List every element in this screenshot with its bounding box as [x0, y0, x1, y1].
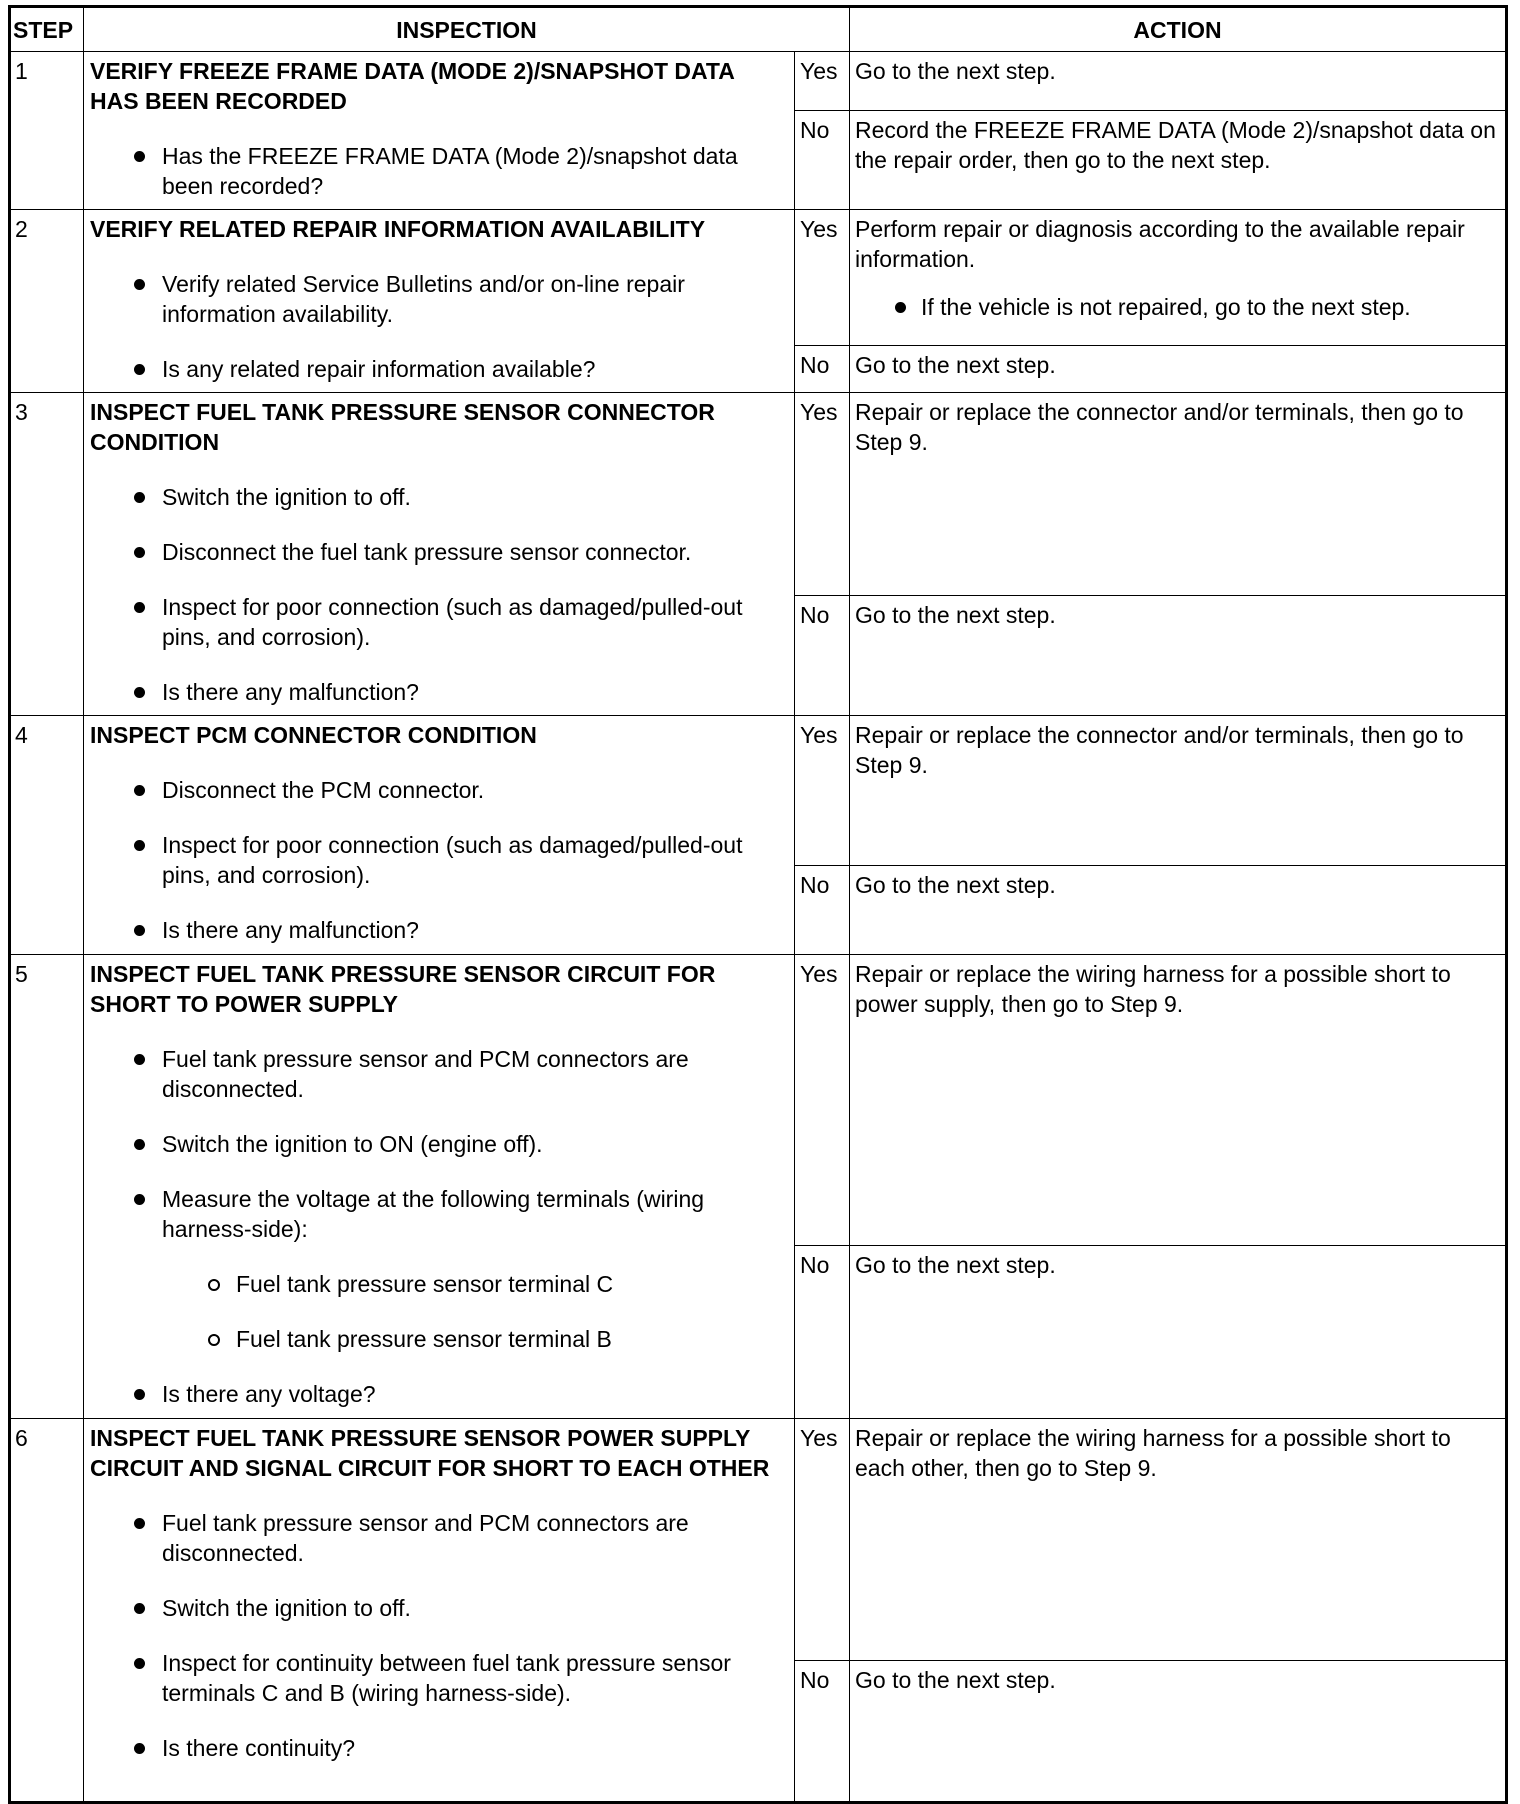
step-number: 4 [11, 716, 84, 954]
step-number: 1 [11, 52, 84, 209]
inspection-cell [84, 1419, 795, 1801]
bullet-item: Inspect for poor connection (such as damaged/pulled-out pins, and corrosion). [90, 592, 786, 652]
inspection-cell [84, 210, 795, 392]
step-row [11, 52, 1505, 210]
yes-action-bullet: If the vehicle is not repaired, go to the next step. [855, 292, 1499, 322]
step-number: 2 [11, 210, 84, 392]
yes-action [850, 393, 1505, 595]
step-row [11, 210, 1505, 393]
no-label: No [795, 866, 850, 954]
sub-bullet-item: Fuel tank pressure sensor terminal B [90, 1324, 786, 1354]
step-title: VERIFY RELATED REPAIR INFORMATION AVAILABILITY [90, 216, 706, 242]
yes-label: Yes [795, 52, 850, 110]
no-row [795, 1246, 1505, 1418]
result-column [795, 52, 1505, 209]
bullet-item: Inspect for poor connection (such as damaged/pulled-out pins, and corrosion). [90, 830, 786, 890]
no-row [795, 1661, 1505, 1801]
yes-row [795, 210, 1505, 346]
result-column [795, 1419, 1505, 1801]
sub-bullet-item: Fuel tank pressure sensor terminal C [90, 1269, 786, 1299]
step-number: 3 [11, 393, 84, 715]
yes-action-text: Repair or replace the wiring harness for a possible short to power supply, then go to Step 9. [855, 961, 1451, 1017]
inspection-cell [84, 393, 795, 715]
yes-action [850, 210, 1505, 345]
bullet-item: Has the FREEZE FRAME DATA (Mode 2)/snapshot data been recorded? [90, 141, 786, 201]
no-action: Go to the next step. [855, 872, 1056, 899]
bullet-item: Fuel tank pressure sensor and PCM connectors are disconnected. [90, 1044, 786, 1104]
step-row [11, 1419, 1505, 1801]
no-label: No [795, 111, 850, 209]
no-row [795, 111, 1505, 209]
inspection-cell [84, 716, 795, 954]
yes-action [850, 52, 1505, 110]
step-number: 6 [11, 1419, 84, 1801]
bullet-item: Measure the voltage at the following terminals (wiring harness-side): [90, 1184, 786, 1244]
inspection-cell [84, 955, 795, 1418]
bullet-item: Switch the ignition to ON (engine off). [90, 1129, 786, 1159]
bullet-item: Verify related Service Bulletins and/or on-line repair information availability. [90, 269, 786, 329]
bullet-item: Is there any voltage? [90, 1379, 786, 1409]
yes-label: Yes [795, 716, 850, 865]
bullet-item: Is there continuity? [90, 1733, 786, 1763]
step-title: INSPECT FUEL TANK PRESSURE SENSOR POWER SUPPLY CIRCUIT AND SIGNAL CIRCUIT FOR SHORT TO EACH OTHER [90, 1425, 770, 1481]
yes-row [795, 1419, 1505, 1661]
bullet-item: Switch the ignition to off. [90, 482, 786, 512]
no-label: No [795, 1246, 850, 1418]
yes-action [850, 716, 1505, 865]
bullet-item: Is any related repair information available? [90, 354, 786, 384]
bullet-item: Is there any malfunction? [90, 677, 786, 707]
header-inspection: INSPECTION [84, 8, 850, 51]
yes-action-text: Perform repair or diagnosis according to the available repair information. [855, 216, 1465, 272]
no-action: Go to the next step. [855, 1667, 1056, 1693]
no-label: No [795, 346, 850, 392]
yes-row [795, 393, 1505, 596]
yes-label: Yes [795, 393, 850, 595]
no-action: Go to the next step. [855, 352, 1056, 379]
step-title: INSPECT FUEL TANK PRESSURE SENSOR CONNECTOR CONDITION [90, 399, 715, 455]
diagnostic-table [8, 5, 1508, 1804]
yes-action-text: Repair or replace the connector and/or terminals, then go to Step 9. [855, 399, 1464, 455]
no-action: Record the FREEZE FRAME DATA (Mode 2)/snapshot data on the repair order, then go to the next step. [855, 116, 1496, 173]
step-row [11, 955, 1505, 1419]
bullet-item: Is there any malfunction? [90, 915, 786, 945]
bullet-item: Fuel tank pressure sensor and PCM connectors are disconnected. [90, 1508, 786, 1568]
no-label: No [795, 1661, 850, 1801]
yes-action [850, 1419, 1505, 1660]
yes-action-text: Repair or replace the connector and/or terminals, then go to Step 9. [855, 722, 1464, 778]
bullet-item: Inspect for continuity between fuel tank pressure sensor terminals C and B (wiring harness-side). [90, 1648, 786, 1708]
yes-action-text: Repair or replace the wiring harness for a possible short to each other, then go to Step 9. [855, 1425, 1451, 1481]
result-column [795, 955, 1505, 1418]
table-header [11, 8, 1505, 52]
yes-action [850, 955, 1505, 1245]
yes-row [795, 955, 1505, 1246]
yes-row [795, 52, 1505, 111]
step-row [11, 716, 1505, 955]
no-action: Go to the next step. [855, 602, 1056, 629]
yes-action-text: Go to the next step. [855, 58, 1056, 84]
yes-label: Yes [795, 1419, 850, 1660]
result-column [795, 716, 1505, 954]
yes-row [795, 716, 1505, 866]
yes-label: Yes [795, 210, 850, 345]
header-step: STEP [11, 8, 84, 51]
no-row [795, 596, 1505, 715]
result-column [795, 210, 1505, 392]
no-label: No [795, 596, 850, 715]
yes-label: Yes [795, 955, 850, 1245]
table-body [11, 52, 1505, 1801]
no-row [795, 866, 1505, 954]
result-column [795, 393, 1505, 715]
inspection-cell [84, 52, 795, 209]
step-row [11, 393, 1505, 716]
step-number: 5 [11, 955, 84, 1418]
step-title: INSPECT PCM CONNECTOR CONDITION [90, 722, 537, 748]
bullet-item: Switch the ignition to off. [90, 1593, 786, 1623]
bullet-item: Disconnect the PCM connector. [90, 775, 786, 805]
no-action: Go to the next step. [855, 1252, 1056, 1279]
bullet-item: Disconnect the fuel tank pressure sensor connector. [90, 537, 786, 567]
no-row [795, 346, 1505, 392]
step-title: INSPECT FUEL TANK PRESSURE SENSOR CIRCUIT FOR SHORT TO POWER SUPPLY [90, 961, 716, 1017]
header-action: ACTION [1133, 16, 1222, 43]
step-title: VERIFY FREEZE FRAME DATA (MODE 2)/SNAPSHOT DATA HAS BEEN RECORDED [90, 58, 735, 114]
